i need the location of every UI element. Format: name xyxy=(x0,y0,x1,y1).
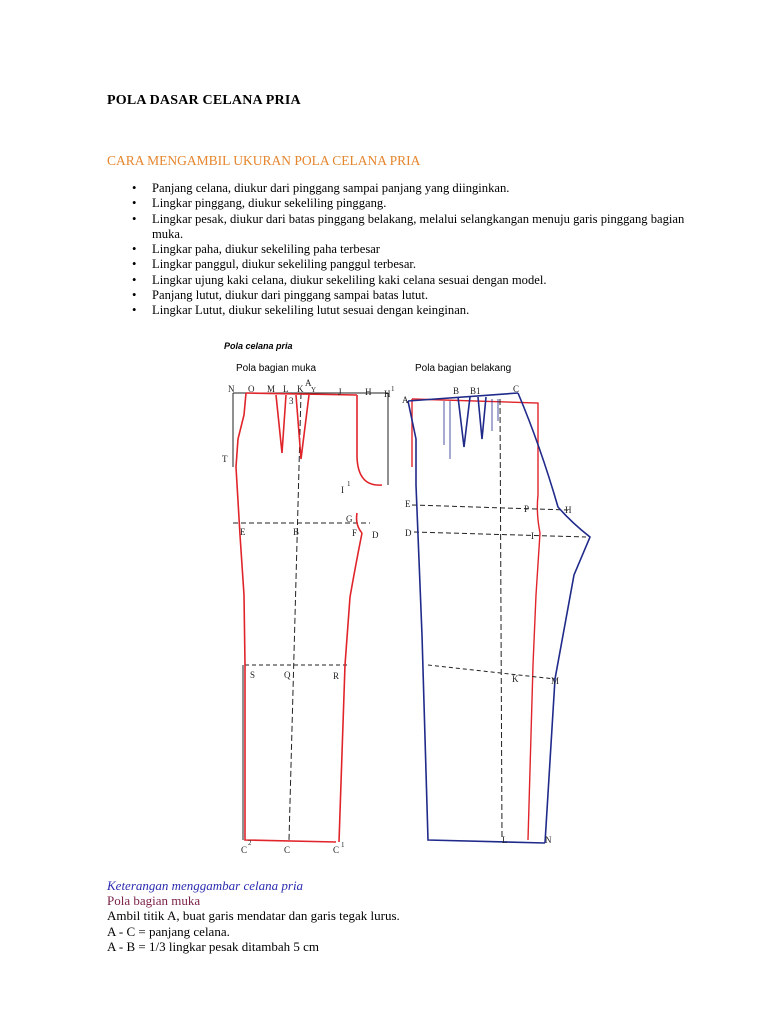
list-item: • Panjang celana, diukur dari pinggang sampai panjang yang diinginkan. xyxy=(132,181,702,196)
svg-text:1: 1 xyxy=(341,841,345,849)
list-item: • Lingkar paha, diukur sekeliling paha terbesar xyxy=(132,242,702,257)
list-item: • Lingkar panggul, diukur sekeliling panggul terbesar. xyxy=(132,257,702,272)
measurement-list xyxy=(132,181,702,319)
svg-text:C: C xyxy=(284,845,291,855)
list-item: • Lingkar pesak, diukur dari batas pinggang belakang, melalui selangkangan menuju garis pinggang bagian muka. xyxy=(132,212,702,243)
page-title: POLA DASAR CELANA PRIA xyxy=(107,93,301,108)
svg-text:H: H xyxy=(565,505,572,515)
svg-text:T: T xyxy=(222,454,228,464)
svg-text:E: E xyxy=(405,499,411,509)
svg-text:B: B xyxy=(453,386,460,396)
svg-text:1: 1 xyxy=(391,385,395,393)
svg-text:C: C xyxy=(241,845,248,855)
back-pattern xyxy=(402,384,590,845)
svg-text:S: S xyxy=(250,670,256,680)
back-point-labels xyxy=(402,384,572,845)
svg-text:A: A xyxy=(402,395,409,405)
list-item: • Lingkar pinggang, diukur sekeliling pinggang. xyxy=(132,196,702,211)
back-reference-lines xyxy=(412,399,540,840)
notes-subheading: Pola bagian muka xyxy=(107,893,201,908)
svg-text:G: G xyxy=(346,514,353,524)
svg-text:2: 2 xyxy=(248,839,252,847)
svg-text:I: I xyxy=(341,485,344,495)
svg-text:1: 1 xyxy=(347,480,351,488)
list-item: • Lingkar Lutut, diukur sekeliling lutut sesuai dengan keinginan. xyxy=(132,303,702,318)
svg-text:F: F xyxy=(352,528,358,538)
back-pattern-title: Pola bagian belakang xyxy=(415,363,512,374)
list-item: • Lingkar ujung kaki celana, diukur sekeliling kaki celana sesuai dengan model. xyxy=(132,273,702,288)
svg-text:H: H xyxy=(384,389,391,399)
list-item: • Panjang lutut, diukur dari pinggang sampai batas lutut. xyxy=(132,288,702,303)
note-line: A - B = 1/3 lingkar pesak ditambah 5 cm xyxy=(107,939,320,954)
front-construction-lines xyxy=(233,393,388,840)
svg-text:3: 3 xyxy=(289,396,294,406)
svg-text:J: J xyxy=(338,387,342,397)
svg-text:C: C xyxy=(333,845,340,855)
note-line: Ambil titik A, buat garis mendatar dan garis tegak lurus. xyxy=(107,908,400,923)
pattern-figure xyxy=(200,335,600,865)
svg-text:C: C xyxy=(513,384,520,394)
svg-text:N: N xyxy=(545,835,552,845)
back-outline xyxy=(408,393,590,843)
figure-caption: Pola celana pria xyxy=(224,341,293,351)
front-pattern-title: Pola bagian muka xyxy=(236,363,317,374)
svg-text:E: E xyxy=(240,527,246,537)
svg-text:P: P xyxy=(524,504,530,514)
svg-text:K: K xyxy=(297,384,304,394)
svg-text:I: I xyxy=(531,531,534,541)
svg-text:Q: Q xyxy=(284,670,291,680)
section-subtitle: CARA MENGAMBIL UKURAN POLA CELANA PRIA xyxy=(107,153,421,168)
svg-text:D: D xyxy=(405,528,412,538)
back-construction-lines xyxy=(412,399,586,840)
svg-text:B: B xyxy=(293,527,300,537)
svg-text:B1: B1 xyxy=(470,386,481,396)
back-dart-hatching xyxy=(444,399,498,459)
svg-text:A: A xyxy=(305,378,312,388)
front-point-labels xyxy=(222,378,395,855)
svg-text:D: D xyxy=(372,530,379,540)
svg-text:Y: Y xyxy=(311,386,317,394)
svg-text:K: K xyxy=(512,674,519,684)
svg-text:O: O xyxy=(248,384,255,394)
front-outline xyxy=(236,393,382,842)
svg-text:N: N xyxy=(228,384,235,394)
front-pattern xyxy=(222,378,395,855)
svg-text:H: H xyxy=(365,387,372,397)
svg-text:R: R xyxy=(333,671,340,681)
svg-text:L: L xyxy=(502,835,508,845)
notes-heading: Keterangan menggambar celana pria xyxy=(107,878,304,893)
svg-text:M: M xyxy=(551,676,560,686)
svg-text:L: L xyxy=(283,384,289,394)
note-line: A - C = panjang celana. xyxy=(107,924,230,939)
svg-text:M: M xyxy=(267,384,276,394)
